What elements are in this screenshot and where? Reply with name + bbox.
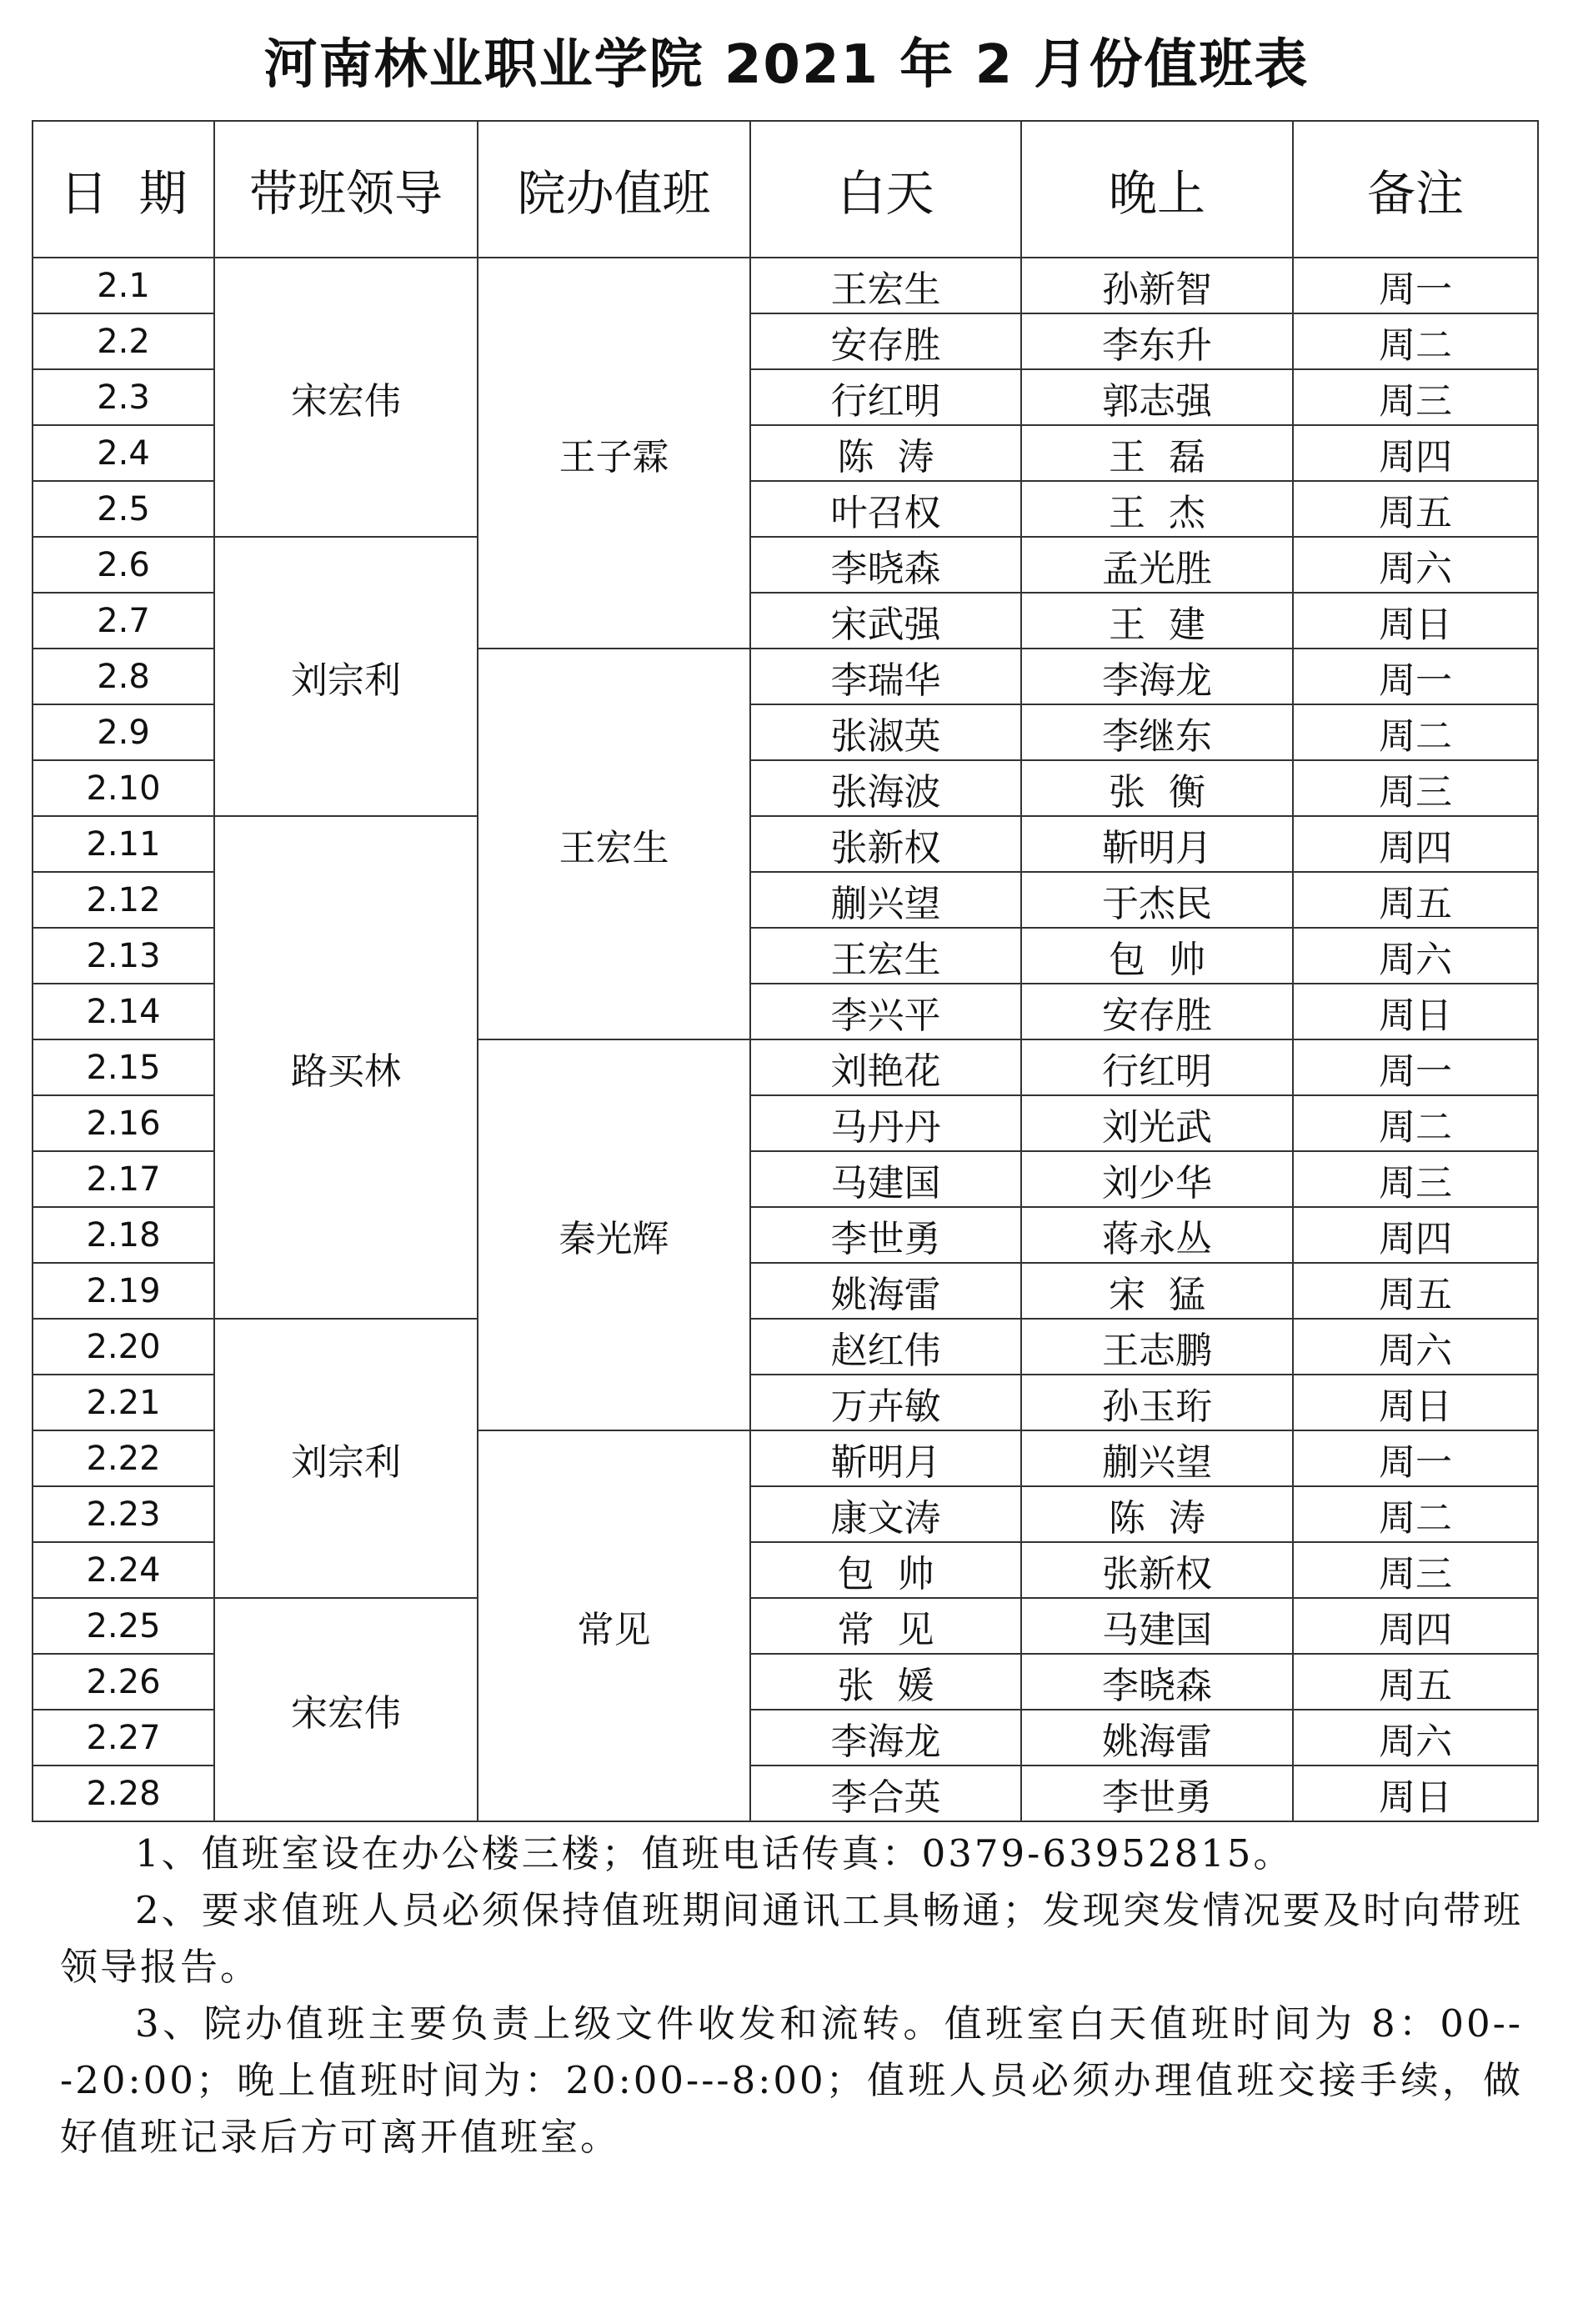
date-cell: 2.4 bbox=[33, 425, 214, 481]
daytime-cell: 张新权 bbox=[750, 816, 1021, 872]
date-cell: 2.20 bbox=[33, 1319, 214, 1375]
remarks-cell: 周三 bbox=[1293, 369, 1538, 425]
daytime-cell: 陈 涛 bbox=[750, 425, 1021, 481]
remarks-cell: 周三 bbox=[1293, 760, 1538, 816]
night-cell: 安存胜 bbox=[1021, 984, 1293, 1039]
leader-cell: 刘宗利 bbox=[214, 537, 478, 816]
night-cell: 刘光武 bbox=[1021, 1095, 1293, 1151]
night-cell: 姚海雷 bbox=[1021, 1710, 1293, 1766]
leader-cell: 路买林 bbox=[214, 816, 478, 1319]
header-daytime: 白天 bbox=[750, 121, 1021, 258]
night-cell: 张 衡 bbox=[1021, 760, 1293, 816]
date-cell: 2.14 bbox=[33, 984, 214, 1039]
night-cell: 靳明月 bbox=[1021, 816, 1293, 872]
leader-cell: 刘宗利 bbox=[214, 1319, 478, 1598]
table-row bbox=[33, 258, 1538, 313]
header-date: 日 期 bbox=[33, 121, 214, 258]
remarks-cell: 周六 bbox=[1293, 928, 1538, 984]
remarks-cell: 周四 bbox=[1293, 425, 1538, 481]
remarks-cell: 周二 bbox=[1293, 1095, 1538, 1151]
night-cell: 蒋永丛 bbox=[1021, 1207, 1293, 1263]
date-cell: 2.1 bbox=[33, 258, 214, 313]
daytime-cell: 包 帅 bbox=[750, 1542, 1021, 1598]
office-duty-cell: 王宏生 bbox=[478, 649, 750, 1039]
night-cell: 李继东 bbox=[1021, 704, 1293, 760]
remarks-cell: 周五 bbox=[1293, 481, 1538, 537]
remarks-cell: 周日 bbox=[1293, 593, 1538, 649]
night-cell: 刘少华 bbox=[1021, 1151, 1293, 1207]
remarks-cell: 周五 bbox=[1293, 1654, 1538, 1710]
night-cell: 马建国 bbox=[1021, 1598, 1293, 1654]
leader-cell: 宋宏伟 bbox=[214, 258, 478, 537]
daytime-cell: 李合英 bbox=[750, 1766, 1021, 1821]
date-cell: 2.18 bbox=[33, 1207, 214, 1263]
night-cell: 包 帅 bbox=[1021, 928, 1293, 984]
remarks-cell: 周六 bbox=[1293, 1710, 1538, 1766]
daytime-cell: 李海龙 bbox=[750, 1710, 1021, 1766]
daytime-cell: 王宏生 bbox=[750, 258, 1021, 313]
date-cell: 2.26 bbox=[33, 1654, 214, 1710]
night-cell: 郭志强 bbox=[1021, 369, 1293, 425]
daytime-cell: 马丹丹 bbox=[750, 1095, 1021, 1151]
office-duty-cell: 王子霖 bbox=[478, 258, 750, 649]
header-row bbox=[33, 121, 1538, 258]
remarks-cell: 周日 bbox=[1293, 1375, 1538, 1430]
date-cell: 2.5 bbox=[33, 481, 214, 537]
date-cell: 2.13 bbox=[33, 928, 214, 984]
daytime-cell: 赵红伟 bbox=[750, 1319, 1021, 1375]
night-cell: 张新权 bbox=[1021, 1542, 1293, 1598]
night-cell: 陈 涛 bbox=[1021, 1486, 1293, 1542]
date-cell: 2.2 bbox=[33, 313, 214, 369]
daytime-cell: 安存胜 bbox=[750, 313, 1021, 369]
daytime-cell: 李瑞华 bbox=[750, 649, 1021, 704]
duty-roster-table bbox=[32, 120, 1539, 1822]
night-cell: 王 建 bbox=[1021, 593, 1293, 649]
table-row bbox=[33, 1598, 1538, 1654]
daytime-cell: 刘艳花 bbox=[750, 1039, 1021, 1095]
date-cell: 2.12 bbox=[33, 872, 214, 928]
daytime-cell: 常 见 bbox=[750, 1598, 1021, 1654]
date-cell: 2.10 bbox=[33, 760, 214, 816]
table-row bbox=[33, 816, 1538, 872]
date-cell: 2.25 bbox=[33, 1598, 214, 1654]
date-cell: 2.11 bbox=[33, 816, 214, 872]
header-night: 晚上 bbox=[1021, 121, 1293, 258]
date-cell: 2.3 bbox=[33, 369, 214, 425]
date-cell: 2.28 bbox=[33, 1766, 214, 1821]
date-cell: 2.16 bbox=[33, 1095, 214, 1151]
night-cell: 孙新智 bbox=[1021, 258, 1293, 313]
table-row bbox=[33, 537, 1538, 593]
night-cell: 王志鹏 bbox=[1021, 1319, 1293, 1375]
notes bbox=[60, 1826, 1523, 2166]
night-cell: 蒯兴望 bbox=[1021, 1430, 1293, 1486]
remarks-cell: 周一 bbox=[1293, 649, 1538, 704]
remarks-cell: 周一 bbox=[1293, 1039, 1538, 1095]
date-cell: 2.8 bbox=[33, 649, 214, 704]
office-duty-cell: 常见 bbox=[478, 1430, 750, 1821]
remarks-cell: 周四 bbox=[1293, 1598, 1538, 1654]
daytime-cell: 王宏生 bbox=[750, 928, 1021, 984]
roster-body bbox=[33, 258, 1538, 1821]
daytime-cell: 李晓森 bbox=[750, 537, 1021, 593]
daytime-cell: 康文涛 bbox=[750, 1486, 1021, 1542]
remarks-cell: 周三 bbox=[1293, 1151, 1538, 1207]
remarks-cell: 周一 bbox=[1293, 258, 1538, 313]
daytime-cell: 马建国 bbox=[750, 1151, 1021, 1207]
date-cell: 2.7 bbox=[33, 593, 214, 649]
remarks-cell: 周五 bbox=[1293, 1263, 1538, 1319]
header-remarks: 备注 bbox=[1293, 121, 1538, 258]
daytime-cell: 张 媛 bbox=[750, 1654, 1021, 1710]
date-cell: 2.23 bbox=[33, 1486, 214, 1542]
remarks-cell: 周三 bbox=[1293, 1542, 1538, 1598]
date-cell: 2.21 bbox=[33, 1375, 214, 1430]
daytime-cell: 叶召权 bbox=[750, 481, 1021, 537]
table-row bbox=[33, 1319, 1538, 1375]
daytime-cell: 行红明 bbox=[750, 369, 1021, 425]
leader-cell: 宋宏伟 bbox=[214, 1598, 478, 1821]
daytime-cell: 姚海雷 bbox=[750, 1263, 1021, 1319]
date-cell: 2.6 bbox=[33, 537, 214, 593]
page-title: 河南林业职业学院 2021 年 2 月份值班表 bbox=[263, 34, 1310, 96]
note-1: 1、值班室设在办公楼三楼；值班电话传真：0379-63952815。 bbox=[135, 1831, 1294, 1876]
date-cell: 2.22 bbox=[33, 1430, 214, 1486]
note-3: 3、院办值班主要负责上级文件收发和流转。值班室白天值班时间为 8：00---20:00；晚上值班时间为：20:00---8:00；值班人员必须办理值班交接手续，做好值班记录后方可离开值班室。 bbox=[60, 2001, 1523, 2159]
date-cell: 2.27 bbox=[33, 1710, 214, 1766]
daytime-cell: 万卉敏 bbox=[750, 1375, 1021, 1430]
header-leader: 带班领导 bbox=[214, 121, 478, 258]
daytime-cell: 靳明月 bbox=[750, 1430, 1021, 1486]
night-cell: 孟光胜 bbox=[1021, 537, 1293, 593]
date-cell: 2.17 bbox=[33, 1151, 214, 1207]
remarks-cell: 周二 bbox=[1293, 313, 1538, 369]
night-cell: 于杰民 bbox=[1021, 872, 1293, 928]
office-duty-cell: 秦光辉 bbox=[478, 1039, 750, 1430]
remarks-cell: 周四 bbox=[1293, 1207, 1538, 1263]
night-cell: 李世勇 bbox=[1021, 1766, 1293, 1821]
daytime-cell: 李兴平 bbox=[750, 984, 1021, 1039]
date-cell: 2.24 bbox=[33, 1542, 214, 1598]
night-cell: 行红明 bbox=[1021, 1039, 1293, 1095]
daytime-cell: 李世勇 bbox=[750, 1207, 1021, 1263]
daytime-cell: 张淑英 bbox=[750, 704, 1021, 760]
date-cell: 2.9 bbox=[33, 704, 214, 760]
remarks-cell: 周日 bbox=[1293, 984, 1538, 1039]
remarks-cell: 周一 bbox=[1293, 1430, 1538, 1486]
header-office-duty: 院办值班 bbox=[478, 121, 750, 258]
remarks-cell: 周二 bbox=[1293, 704, 1538, 760]
night-cell: 李东升 bbox=[1021, 313, 1293, 369]
date-cell: 2.15 bbox=[33, 1039, 214, 1095]
remarks-cell: 周日 bbox=[1293, 1766, 1538, 1821]
remarks-cell: 周四 bbox=[1293, 816, 1538, 872]
night-cell: 宋 猛 bbox=[1021, 1263, 1293, 1319]
daytime-cell: 蒯兴望 bbox=[750, 872, 1021, 928]
night-cell: 孙玉珩 bbox=[1021, 1375, 1293, 1430]
remarks-cell: 周五 bbox=[1293, 872, 1538, 928]
night-cell: 李晓森 bbox=[1021, 1654, 1293, 1710]
remarks-cell: 周六 bbox=[1293, 1319, 1538, 1375]
remarks-cell: 周二 bbox=[1293, 1486, 1538, 1542]
night-cell: 王 杰 bbox=[1021, 481, 1293, 537]
date-cell: 2.19 bbox=[33, 1263, 214, 1319]
daytime-cell: 宋武强 bbox=[750, 593, 1021, 649]
daytime-cell: 张海波 bbox=[750, 760, 1021, 816]
night-cell: 李海龙 bbox=[1021, 649, 1293, 704]
night-cell: 王 磊 bbox=[1021, 425, 1293, 481]
remarks-cell: 周六 bbox=[1293, 537, 1538, 593]
note-2: 2、要求值班人员必须保持值班期间通讯工具畅通；发现突发情况要及时向带班领导报告。 bbox=[60, 1888, 1523, 1989]
